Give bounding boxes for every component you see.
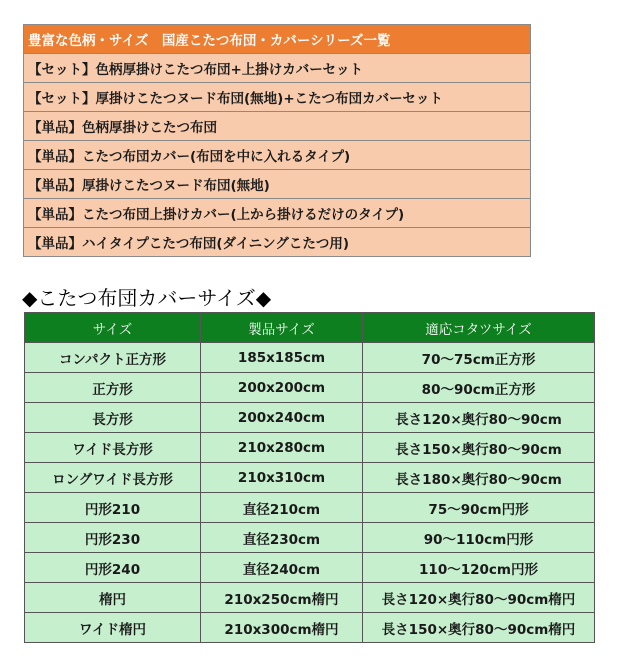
cell-size-name: 円形240 (25, 553, 201, 583)
cell-size-name: 楕円 (25, 583, 201, 613)
series-list-table (23, 24, 531, 257)
series-item (24, 112, 531, 141)
table-row (25, 463, 595, 493)
cell-size-name: ワイド長方形 (25, 433, 201, 463)
cell-size-name: 円形210 (25, 493, 201, 523)
table-row (25, 613, 595, 643)
cell-size-name: 正方形 (25, 373, 201, 403)
cell-product-size: 直径210cm (201, 493, 363, 523)
series-item (24, 83, 531, 112)
cell-product-size: 直径230cm (201, 523, 363, 553)
cell-product-size: 210x280cm (201, 433, 363, 463)
series-item-label: 【セット】厚掛けこたつヌード布団(無地)+こたつ布団カバーセット (24, 83, 531, 112)
cell-kotatsu-size: 長さ120×奥行80～90cm楕円 (363, 583, 595, 613)
cell-size-name: 円形230 (25, 523, 201, 553)
cell-kotatsu-size: 110～120cm円形 (363, 553, 595, 583)
column-header-product-size: 製品サイズ (201, 313, 363, 343)
series-item-label: 【単品】こたつ布団カバー(布団を中に入れるタイプ) (24, 141, 531, 170)
cell-kotatsu-size: 70～75cm正方形 (363, 343, 595, 373)
table-row (25, 403, 595, 433)
table-row (25, 523, 595, 553)
size-section-heading: ◆こたつ布団カバーサイズ◆ (22, 286, 272, 310)
series-item (24, 228, 531, 257)
series-item-label: 【単品】色柄厚掛けこたつ布団 (24, 112, 531, 141)
series-item-label: 【単品】こたつ布団上掛けカバー(上から掛けるだけのタイプ) (24, 199, 531, 228)
table-row (25, 493, 595, 523)
table-row (25, 433, 595, 463)
cell-kotatsu-size: 長さ180×奥行80～90cm (363, 463, 595, 493)
column-header-size: サイズ (25, 313, 201, 343)
cell-kotatsu-size: 長さ150×奥行80～90cm (363, 433, 595, 463)
series-item (24, 199, 531, 228)
series-item (24, 141, 531, 170)
cell-product-size: 185x185cm (201, 343, 363, 373)
table-row (25, 583, 595, 613)
table-row (25, 373, 595, 403)
size-table (24, 312, 595, 643)
cell-kotatsu-size: 80～90cm正方形 (363, 373, 595, 403)
cell-kotatsu-size: 75～90cm円形 (363, 493, 595, 523)
column-header-kotatsu-size: 適応コタツサイズ (363, 313, 595, 343)
cell-size-name: コンパクト正方形 (25, 343, 201, 373)
cell-product-size: 直径240cm (201, 553, 363, 583)
cell-product-size: 200x200cm (201, 373, 363, 403)
cell-kotatsu-size: 90～110cm円形 (363, 523, 595, 553)
cell-product-size: 210x250cm楕円 (201, 583, 363, 613)
series-item-label: 【単品】ハイタイプこたつ布団(ダイニングこたつ用) (24, 228, 531, 257)
cell-product-size: 210x310cm (201, 463, 363, 493)
cell-kotatsu-size: 長さ120×奥行80～90cm (363, 403, 595, 433)
series-list-header-row (24, 25, 531, 54)
cell-kotatsu-size: 長さ150×奥行80～90cm楕円 (363, 613, 595, 643)
cell-product-size: 210x300cm楕円 (201, 613, 363, 643)
size-table-header-row (25, 313, 595, 343)
series-item (24, 54, 531, 83)
table-row (25, 343, 595, 373)
series-list-header: 豊富な色柄・サイズ 国産こたつ布団・カバーシリーズ一覧 (24, 25, 531, 54)
cell-size-name: ロングワイド長方形 (25, 463, 201, 493)
series-item-label: 【単品】厚掛けこたつヌード布団(無地) (24, 170, 531, 199)
cell-product-size: 200x240cm (201, 403, 363, 433)
series-item (24, 170, 531, 199)
cell-size-name: ワイド楕円 (25, 613, 201, 643)
series-item-label: 【セット】色柄厚掛けこたつ布団+上掛けカバーセット (24, 54, 531, 83)
cell-size-name: 長方形 (25, 403, 201, 433)
table-row (25, 553, 595, 583)
